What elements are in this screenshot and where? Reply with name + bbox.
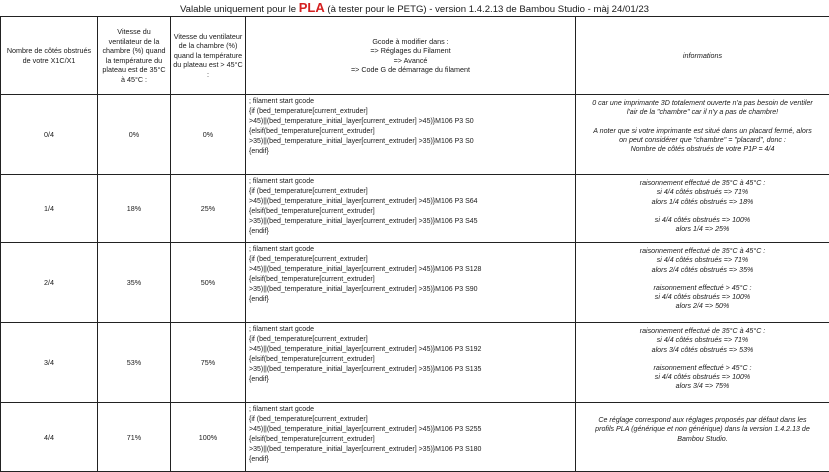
gcode-line: ; filament start gcode	[249, 178, 314, 185]
info-line: A noter que si votre imprimante est situé dans un placard fermé, alors	[593, 126, 812, 135]
info-line: raisonnement effectué > 45°C :	[653, 363, 752, 372]
title-suffix: (à tester pour le PETG) - version 1.4.2.13 de Bambou Studio - màj 24/01/23	[324, 4, 649, 15]
gcode-cell[interactable]	[246, 323, 576, 403]
gcode-line: {if (bed_temperature[current_extruder]	[249, 108, 368, 115]
gcode-line: {elsif(bed_temperature[current_extruder]	[249, 356, 375, 363]
gcode-line: {endif}	[249, 296, 269, 303]
info-line	[580, 118, 825, 127]
gcode-line: >35)||(bed_temperature_initial_layer[current_extruder] >35)}M106 P3 S45	[249, 218, 478, 225]
sides-cell: 3/4	[1, 323, 98, 403]
info-line: Bambou Studio.	[677, 434, 728, 443]
info-line	[580, 355, 825, 364]
info-cell	[576, 95, 829, 175]
info-line: on peut considérer que "chambre" = "placard", donc :	[619, 135, 786, 144]
header-row	[1, 17, 829, 95]
info-line: alors 3/4 côtés obstrués => 53%	[651, 345, 754, 354]
table-row	[1, 323, 829, 403]
info-line: raisonnement effectué de 35°C à 45°C :	[639, 327, 766, 335]
gcode-line: {elsif(bed_temperature[current_extruder]	[249, 208, 375, 215]
table-row	[1, 95, 829, 175]
info-line	[580, 407, 825, 416]
info-line: profils PLA (générique et non générique) dans la version 1.4.2.13 de	[595, 425, 810, 434]
sides-cell: 0/4	[1, 95, 98, 175]
info-line	[580, 275, 825, 284]
info-line: raisonnement effectué de 35°C à 45°C :	[639, 247, 766, 255]
gcode-line: >45)||(bed_temperature_initial_layer[current_extruder] >45)}M106 P3 S64	[249, 198, 478, 205]
speed-35-45-cell: 35%	[98, 243, 171, 323]
info-line: 0 car une imprimante 3D totalement ouverte n'a pas besoin de ventiler	[592, 99, 813, 107]
info-line: si 4/4 côtés obstrués => 100%	[654, 215, 751, 224]
gcode-line: >35)||(bed_temperature_initial_layer[current_extruder] >35)}M106 P3 S0	[249, 138, 474, 145]
header-informations: informations	[576, 17, 829, 95]
info-line: alors 3/4 => 75%	[675, 382, 730, 391]
gcode-line: {if (bed_temperature[current_extruder]	[249, 188, 368, 195]
gcode-line: ; filament start gcode	[249, 326, 314, 333]
info-line: si 4/4 côtés obstrués => 71%	[656, 188, 749, 197]
sides-cell: 4/4	[1, 403, 98, 472]
info-line: Ce réglage correspond aux réglages proposés par défaut dans les	[598, 416, 807, 424]
speed-35-45-cell: 18%	[98, 175, 171, 243]
info-cell	[576, 243, 829, 323]
info-line: Nombre de côtés obstrués de votre P1P = 4/4	[630, 145, 775, 154]
speed-gt45-cell: 75%	[171, 323, 246, 403]
page-title	[0, 0, 829, 16]
gcode-cell[interactable]	[246, 95, 576, 175]
table-row	[1, 175, 829, 243]
info-cell	[576, 175, 829, 243]
info-cell	[576, 323, 829, 403]
table-row	[1, 403, 829, 472]
gcode-line: ; filament start gcode	[249, 406, 314, 413]
info-line: raisonnement effectué de 35°C à 45°C :	[639, 179, 766, 187]
gcode-line: {elsif(bed_temperature[current_extruder]	[249, 128, 375, 135]
info-cell	[576, 403, 829, 472]
gcode-cell[interactable]	[246, 403, 576, 472]
speed-gt45-cell: 50%	[171, 243, 246, 323]
header-speed-35-45: Vitesse du ventilateur de la chambre (%) quand la température du plateau est de 35°C à 45°C :	[98, 17, 171, 95]
table-row	[1, 243, 829, 323]
gcode-cell[interactable]	[246, 243, 576, 323]
gcode-line: {if (bed_temperature[current_extruder]	[249, 336, 368, 343]
info-line: alors 2/4 côtés obstrués => 35%	[651, 265, 754, 274]
gcode-cell[interactable]	[246, 175, 576, 243]
gcode-line: >35)||(bed_temperature_initial_layer[current_extruder] >35)}M106 P3 S180	[249, 446, 482, 453]
info-line: si 4/4 côtés obstrués => 71%	[656, 336, 749, 345]
header-sides: Nombre de côtés obstrués de votre X1C/X1	[1, 17, 98, 95]
gcode-line: {endif}	[249, 376, 269, 383]
speed-35-45-cell: 0%	[98, 95, 171, 175]
speed-gt45-cell: 0%	[171, 95, 246, 175]
gcode-line: {elsif(bed_temperature[current_extruder]	[249, 276, 375, 283]
sides-cell: 2/4	[1, 243, 98, 323]
info-line: si 4/4 côtés obstrués => 100%	[654, 293, 751, 302]
gcode-line: {if (bed_temperature[current_extruder]	[249, 416, 368, 423]
gcode-line: {endif}	[249, 148, 269, 155]
info-line: si 4/4 côtés obstrués => 71%	[656, 256, 749, 265]
gcode-line: {elsif(bed_temperature[current_extruder]	[249, 436, 375, 443]
gcode-line: ; filament start gcode	[249, 246, 314, 253]
info-line: alors 2/4 => 50%	[675, 302, 730, 311]
info-line	[580, 207, 825, 216]
info-line: l'air de la "chambre" car il n'y a pas de chambre!	[626, 108, 779, 117]
info-line: alors 1/4 => 25%	[675, 225, 730, 234]
info-line: raisonnement effectué > 45°C :	[653, 283, 752, 292]
gcode-line: {endif}	[249, 456, 269, 463]
gcode-line: >45)||(bed_temperature_initial_layer[current_extruder] >45)}M106 P3 S192	[249, 346, 482, 353]
title-prefix: Valable uniquement pour le	[180, 4, 299, 15]
settings-table	[0, 16, 829, 472]
speed-gt45-cell: 25%	[171, 175, 246, 243]
sides-cell: 1/4	[1, 175, 98, 243]
title-highlight: PLA	[298, 0, 325, 15]
gcode-line: ; filament start gcode	[249, 98, 314, 105]
gcode-line: {if (bed_temperature[current_extruder]	[249, 256, 368, 263]
speed-35-45-cell: 53%	[98, 323, 171, 403]
speed-gt45-cell: 100%	[171, 403, 246, 472]
info-line: si 4/4 côtés obstrués => 100%	[654, 373, 751, 382]
header-gcode-line: => Réglages du Filament	[370, 46, 451, 55]
gcode-line: >35)||(bed_temperature_initial_layer[current_extruder] >35)}M106 P3 S135	[249, 366, 482, 373]
gcode-line: >45)||(bed_temperature_initial_layer[current_extruder] >45)}M106 P3 S0	[249, 118, 474, 125]
gcode-line: >45)||(bed_temperature_initial_layer[current_extruder] >45)}M106 P3 S255	[249, 426, 482, 433]
header-gcode-line: Gcode à modifier dans :	[372, 36, 449, 46]
header-gcode-line: => Avancé	[393, 55, 428, 65]
header-speed-gt45: Vitesse du ventilateur de la chambre (%) quand la température du plateau est > 45°C :	[171, 17, 246, 95]
gcode-line: >35)||(bed_temperature_initial_layer[current_extruder] >35)}M106 P3 S90	[249, 286, 478, 293]
gcode-line: {endif}	[249, 228, 269, 235]
gcode-line: >45)||(bed_temperature_initial_layer[current_extruder] >45)}M106 P3 S128	[249, 266, 482, 273]
speed-35-45-cell: 71%	[98, 403, 171, 472]
info-line: alors 1/4 côtés obstrués => 18%	[651, 197, 754, 206]
header-gcode-line: => Code G de démarrage du filament	[350, 65, 471, 74]
header-gcode	[246, 17, 576, 95]
